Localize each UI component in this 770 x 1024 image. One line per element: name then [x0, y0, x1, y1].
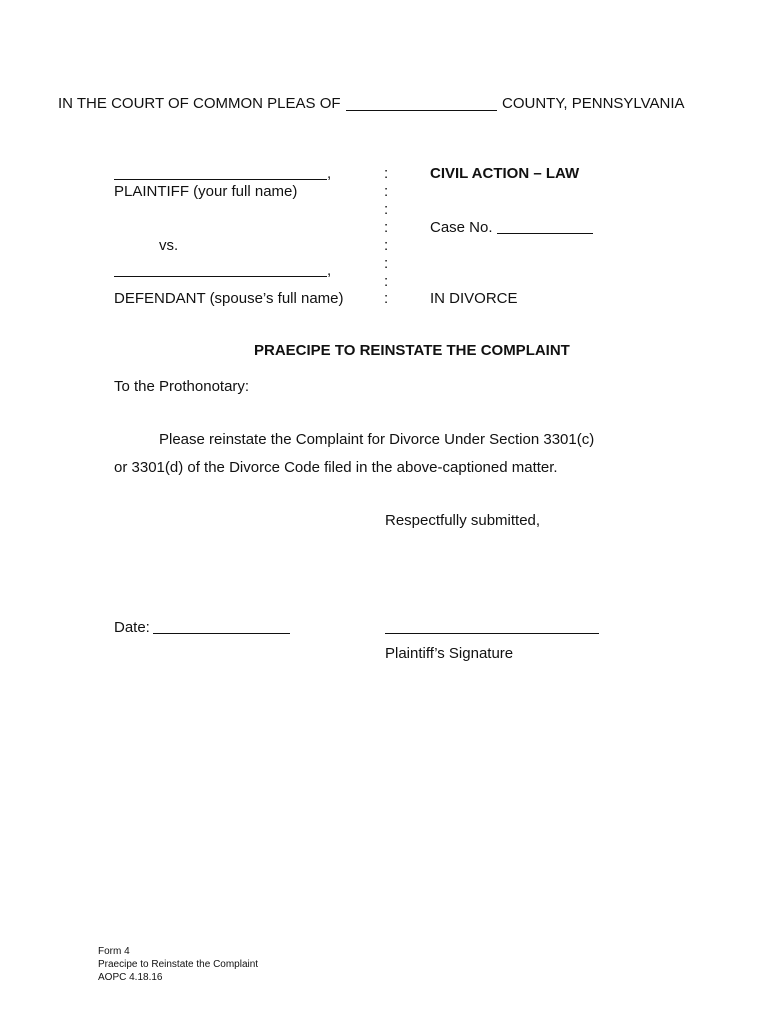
signature-line[interactable]	[385, 633, 599, 634]
caption-colon: :	[384, 255, 389, 272]
defendant-label: DEFENDANT (spouse’s full name)	[114, 290, 344, 307]
caption-colon: :	[384, 219, 389, 236]
defendant-comma: ,	[327, 262, 332, 279]
defendant-name-line[interactable]	[114, 276, 327, 277]
caption-colon: :	[384, 183, 389, 200]
plaintiff-name-line[interactable]	[114, 179, 327, 180]
county-blank-line[interactable]	[346, 110, 497, 111]
versus-label: vs.	[159, 237, 179, 254]
caption-colon: :	[384, 201, 389, 218]
in-divorce-label: IN DIVORCE	[430, 290, 518, 307]
case-number-line[interactable]	[497, 233, 593, 234]
case-number-label: Case No.	[430, 219, 493, 236]
document-title: PRAECIPE TO REINSTATE THE COMPLAINT	[254, 342, 570, 359]
footer-form-number: Form 4	[98, 946, 130, 957]
court-heading-prefix: IN THE COURT OF COMMON PLEAS OF	[58, 95, 341, 112]
closing: Respectfully submitted,	[385, 512, 541, 529]
footer-form-name: Praecipe to Reinstate the Complaint	[98, 959, 259, 970]
date-label: Date:	[114, 619, 150, 636]
date-line[interactable]	[153, 633, 290, 634]
signature-label: Plaintiff’s Signature	[385, 645, 514, 662]
body-line-1: Please reinstate the Complaint for Divorce Under Section 3301(c)	[159, 431, 595, 448]
plaintiff-label: PLAINTIFF (your full name)	[114, 183, 298, 200]
caption-colon: :	[384, 290, 389, 307]
salutation: To the Prothonotary:	[114, 378, 250, 395]
civil-action-label: CIVIL ACTION – LAW	[430, 165, 580, 182]
plaintiff-comma: ,	[327, 165, 332, 182]
body-line-2: or 3301(d) of the Divorce Code filed in the above-captioned matter.	[114, 459, 558, 476]
court-heading-suffix: COUNTY, PENNSYLVANIA	[502, 95, 685, 112]
footer-form-code: AOPC 4.18.16	[98, 972, 163, 983]
caption-colon: :	[384, 273, 389, 290]
caption-colon: :	[384, 165, 389, 182]
caption-colon: :	[384, 237, 389, 254]
